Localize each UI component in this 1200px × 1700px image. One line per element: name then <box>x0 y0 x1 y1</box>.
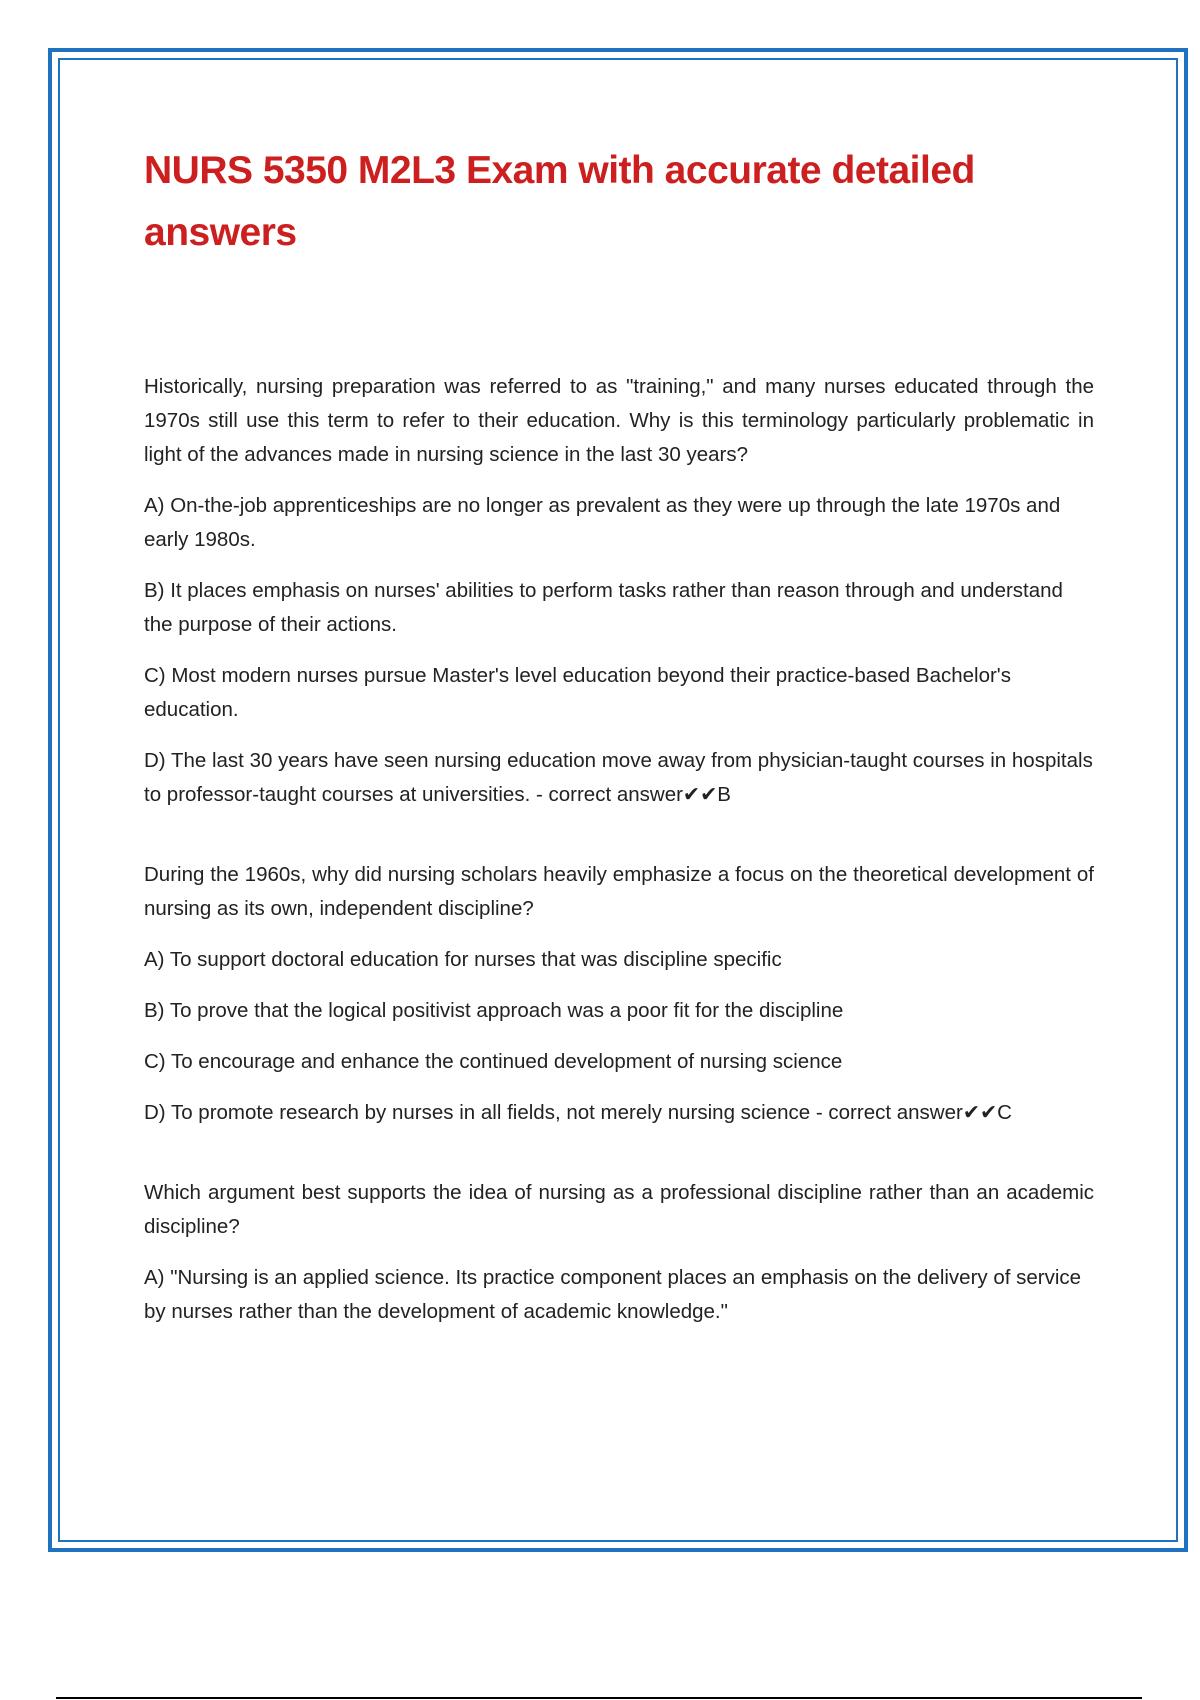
answer-option-d: D) The last 30 years have seen nursing education move away from physician-taught courses in hospitals to professor-taught courses at universities. - correct answer✔✔B <box>144 749 1093 806</box>
answer-option-c: C) To encourage and enhance the continued development of nursing science <box>144 1050 843 1073</box>
footer-divider <box>56 1697 1142 1699</box>
question-3 <box>144 1176 1094 1329</box>
question-2 <box>144 858 1094 1130</box>
answer-option-b: B) It places emphasis on nurses' abilities to perform tasks rather than reason through and understand the purpose of their actions. <box>144 579 1063 636</box>
answer-option-c: C) Most modern nurses pursue Master's level education beyond their practice-based Bachelor's education. <box>144 664 1011 721</box>
answer-option-d: D) To promote research by nurses in all fields, not merely nursing science - correct answer✔✔C <box>144 1101 1012 1124</box>
document-content <box>144 140 1094 1375</box>
question-list <box>144 370 1094 1329</box>
question-stem: During the 1960s, why did nursing scholars heavily emphasize a focus on the theoretical development of nursing as its own, independent discipline? <box>144 863 1094 920</box>
question-stem: Which argument best supports the idea of nursing as a professional discipline rather than an academic discipline? <box>144 1181 1094 1238</box>
answer-option-b: B) To prove that the logical positivist approach was a poor fit for the discipline <box>144 999 844 1022</box>
question-stem: Historically, nursing preparation was referred to as "training," and many nurses educated through the 1970s still use this term to refer to their education. Why is this terminology particularly problematic in light of the advances made in nursing science in the last 30 years? <box>144 375 1094 466</box>
answer-option-a: A) "Nursing is an applied science. Its practice component places an emphasis on the delivery of service by nurses rather than the development of academic knowledge." <box>144 1266 1082 1323</box>
answer-option-a: A) To support doctoral education for nurses that was discipline specific <box>144 948 782 971</box>
answer-option-a: A) On-the-job apprenticeships are no longer as prevalent as they were up through the late 1970s and early 1980s. <box>144 494 1061 551</box>
question-1 <box>144 370 1094 812</box>
document-title: NURS 5350 M2L3 Exam with accurate detailed answers <box>144 149 975 254</box>
